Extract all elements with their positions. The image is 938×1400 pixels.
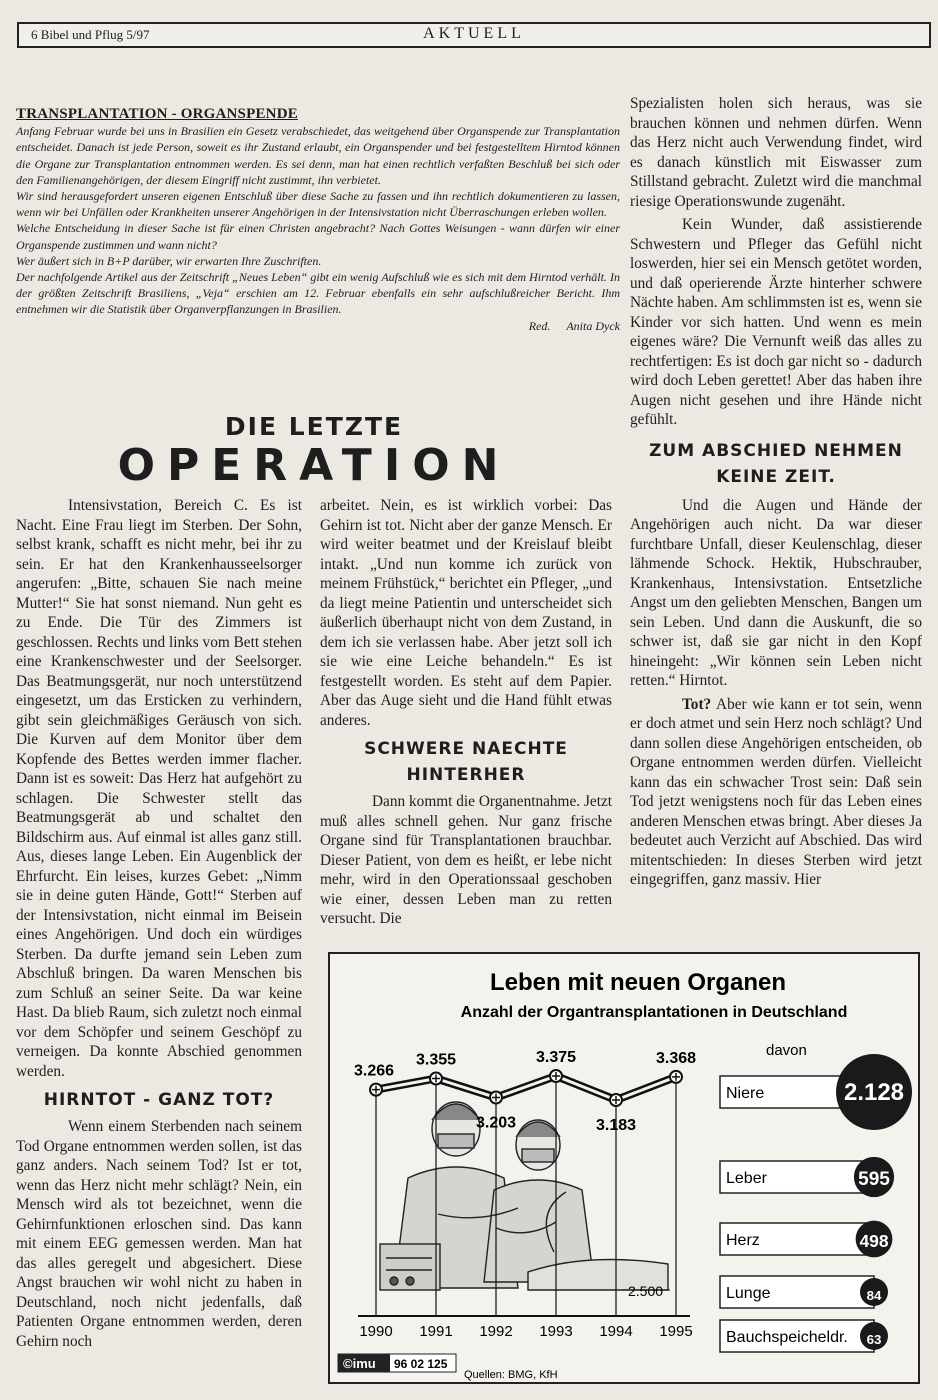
paragraph-lead: Tot?: [682, 695, 712, 713]
article-paragraph: arbeitet. Nein, es ist wirklich vorbei: Das Gehirn ist tot. Nicht aber der ganze Mensch. Er wird weiter beatmet und der Kreislauf bleibt intakt. „Und nun komme ich zurück von meinem Frühstück,“ berichtet ein Pfleger, „und da liegt meine Patientin und unterscheidet sich äußerlich überhaupt nicht von dem Zustand, in dem ich sie verlassen habe. Aber jetzt soll ich sie wie eine Leiche behandeln.“ Es ist festgestellt worden. Es steht auf dem Papier. Aber das Auge sieht und die Hand fühlt etwas anderes.: [320, 497, 612, 729]
article-paragraph: Dann kommt die Organentnahme. Jetzt muß alles schnell gehen. Nur ganz frische Organe sind für Transplantationen brauchbar. Dieser Patient, von dem es heißt, er lebe nicht mehr, wird in den Operationssaal geschoben wie einer, dessen Leben man zu retten versucht. Die: [320, 793, 612, 927]
chart-source: Quellen: BMG, KfH: [464, 1369, 558, 1381]
intro-signature: [16, 318, 620, 334]
credit-logo: ©imu: [343, 1356, 376, 1371]
article-title-line1: DIE LETZTE: [224, 412, 404, 441]
x-tick-label: 1994: [599, 1323, 633, 1340]
x-tick-label: 1993: [539, 1323, 573, 1340]
article-paragraph: Kein Wunder, daß assistierende Schwestern und Pfleger das Gefühl nicht loswerden, hier sei ein Mensch getötet worden, und daß operierende Ärzte hinterher schwere Nächte haben. Am schlimmsten ist es, wenn sie Kinder vor sich hatten. Und wenn es mein eigenes wäre? Die Vernunft weiß das alles zu rechtfertigen: Es ist doch gar nicht so - dadurch wird doch Leben gerettet! Aber das haben ihre Augen nicht gesehen und ihre Hände nicht gefühlt.: [630, 216, 922, 428]
article-paragraph: Intensivstation, Bereich C. Es ist Nacht. Eine Frau liegt im Sterben. Der Sohn, selbst krank, schafft es nicht mehr, bei ihr zu sein. Er hat den Krankenhausseelsorger angerufen: „Bitte, schauen Sie nach meine Mutter!“ Sie hat sonst niemand. Nun geht es zu Ende. Die Tür des Zimmers ist geschlossen. Rechts und links vom Bett stehen eine Krankenschwester und der Seelsorger. Das Beatmungsgerät, nur noch unterstützend eingesetzt, um das Ersticken zu verhindern, gibt sein gleichmäßiges Geräusch von sich. Die Kurven auf dem Monitor über dem Kopfende des Bettes werden immer flacher. Dann ist es soweit: Das Herz hat aufgehört zu schlagen. Die Schwester stellt das Beatmungsgerät ab und schaltet den Bildschirm aus. Auf einmal ist alles ganz still. Aus, dieses lange Leben. Ein Augenblick der Ehrfurcht. Ein leises, kurzes Gebet: „Nimm sie in deine guten Hände, Gott!“ Sterben auf der Intensivstation, nicht einmal im Beisein eines Angehörigen. Und doch ein würdiges Sterben. Da durfte jemand sein Leben zum Abschluß bringen. Da waren Menschen bis zum Schluß an seiner Seite. Da war keine Hast. Da blieb Raum, sich zuletzt noch einmal vor dem Schöpfer und seinem Geschöpf zu verneigen. Da konnte Abschied genommen werden.: [16, 497, 302, 1080]
breakdown-label: Herz: [726, 1232, 760, 1249]
article-paragraph: Spezialisten holen sich heraus, was sie brauchen können und nehmen dürfen. Wenn das Herz nicht auch Verwendung findet, wird es danach künstlich mit Eiswasser zum Stillstand gebracht. Zuletzt wird die manchmal riesige Operationswunde zugenäht.: [630, 95, 922, 210]
breakdown-value: 498: [859, 1231, 889, 1251]
data-label: 3.266: [353, 1062, 395, 1080]
intro-paragraph: Wer äußert sich in B+P darüber, wir erwarten Ihre Zuschriften.: [16, 253, 322, 268]
organ-transplant-chart: [328, 952, 920, 1384]
article-paragraph: Wenn einem Sterbenden nach seinem Tod Organe entnommen werden sollen, ist das ganz anders. Nach seinem Tod? Ist er tot, wenn das Herz nicht mehr schlägt? Nein, ein Mensch wird als tot bezeichnet, wenn die Gehirnfunktionen erloschen sind. Das kann mit einem EEG gemessen werden. Man hat das alles geregelt und abgesichert. Diese Angst brauchen wir wohl nicht zu haben in Deutschland, noch nicht jedenfalls, daß Patienten Organe entnommen werden, deren Gehirn noch: [16, 1118, 302, 1350]
paragraph-text: Aber wie kann er tot sein, wenn er doch atmet und sein Herz noch schlägt? Und dann sollen diese Angehörigen entscheiden, ob Organe entnommen werden dürfen. Vielleicht kann das ein schwacher Trost sein: Daß sein Tod jetzt wenigstens noch für das Leben eines anderen Menschen etwas bringt. Aber dieses Ja bedeutet auch Verzicht auf Abschied. Das wird mitentschieden: In dieses Sterben wird jetzt eingegriffen, ganz massiv. Hier: [630, 695, 922, 888]
editorial-intro: [16, 106, 620, 334]
y-ref-label: 2.500: [628, 1283, 664, 1299]
breakdown-value: 595: [858, 1169, 890, 1190]
intro-paragraph: Welche Entscheidung in dieser Sache ist für einen Christen angebracht? Nach Gottes Weisungen - wann dürfen wir einer Organspende zustimmen und wann nicht?: [16, 221, 620, 252]
subheading-hirntot: HIRNTOT - GANZ TOT?: [43, 1090, 275, 1110]
signature-red: Red.: [528, 318, 551, 333]
breakdown-label: Lunge: [726, 1285, 771, 1302]
page-header: [17, 22, 931, 48]
signature-name: Anita Dyck: [566, 318, 620, 333]
breakdown-label: Niere: [726, 1085, 765, 1102]
breakdown-label: Bauchspeicheldr.: [726, 1329, 848, 1346]
subheading-abschied: ZUM ABSCHIED NEHMEN KEINE ZEIT.: [649, 440, 903, 487]
x-tick-label: 1990: [359, 1323, 393, 1340]
x-tick-label: 1995: [659, 1323, 693, 1340]
article-paragraph: [630, 695, 922, 890]
intro-paragraph: Wir sind herausgefordert unseren eigenen Entschluß über diese Sache zu fassen und ihn rechtlich dokumentieren zu lassen, wenn wir bei Unfällen oder Krankheiten unserer Angehörigen in der Intensivstation nicht Überraschungen erleben wollen.: [16, 189, 620, 220]
data-label: 3.368: [655, 1049, 697, 1067]
breakdown-label: Leber: [726, 1170, 767, 1187]
data-label: 3.355: [415, 1051, 457, 1069]
chart-title: Leben mit neuen Organen: [489, 969, 787, 996]
article-column-2: [320, 496, 612, 929]
data-label: 3.183: [595, 1117, 637, 1134]
article-paragraph: Und die Augen und Hände der Angehörigen auch nicht. Da war dieser furchtbare Unfall, dieser Keulenschlag, dieser lähmende Schock. Hektik, Hubschrauber, Krankenhaus, Intensivstation. Entsetzliche Angst um den geliebten Menschen, Bangen um sein Leben. Und dann die Auskunft, die so schwer ist, daß sie gar nicht in den Kopf hineingeht: „Wir können sein Leben nicht retten.“ Hirntot.: [630, 496, 922, 689]
data-label: 3.203: [475, 1114, 517, 1132]
breakdown-value: 63: [866, 1332, 882, 1347]
breakdown-value: 84: [866, 1288, 882, 1303]
data-label: 3.375: [535, 1049, 577, 1066]
page-reference: 6 Bibel und Pflug 5/97: [31, 27, 150, 42]
subheading-naechte: SCHWERE NAECHTE HINTERHER: [364, 739, 568, 785]
x-tick-label: 1992: [479, 1323, 513, 1340]
breakdown-title: davon: [766, 1042, 807, 1059]
section-title: AKTUELL: [423, 25, 525, 42]
credit-code: 96 02 125: [394, 1357, 448, 1371]
intro-heading: TRANSPLANTATION - ORGANSPENDE: [16, 106, 298, 122]
article-column-1: [16, 496, 302, 1351]
breakdown-value: 2.128: [843, 1079, 905, 1106]
intro-paragraph: Anfang Februar wurde bei uns in Brasilien ein Gesetz verabschiedet, das weitgehend über Organspende zur Transplantation entscheidet. Danach ist jede Person, soweit es ihr Zustand erlaubt, ein Organspender und bei festgestelltem Hirntod können die Organe zur Transplantation entnommen werden. Es sei denn, man hat einen rechtlich verfaßten Beschluß bei sich oder den Familienangehörigen, der diesem Eingriff nicht zustimmt, ihn verbietet.: [16, 124, 620, 187]
article-column-3: [630, 94, 922, 890]
article-title-line2: OPERATION: [117, 440, 511, 491]
intro-paragraph: Der nachfolgende Artikel aus der Zeitschrift „Neues Leben“ gibt ein wenig Aufschluß wie es sich mit dem Hirntod verhält. In der größten Zeitschrift Brasiliens, „Veja“ erschien am 12. Februar ebenfalls ein sehr aufschlußreicher Bericht. Ihm entnehmen wir die Statistik über Organverpflanzungen in Brasilien.: [16, 270, 620, 317]
x-tick-label: 1991: [419, 1323, 453, 1340]
chart-subtitle: Anzahl der Organtransplantationen in Deutschland: [460, 1004, 848, 1021]
